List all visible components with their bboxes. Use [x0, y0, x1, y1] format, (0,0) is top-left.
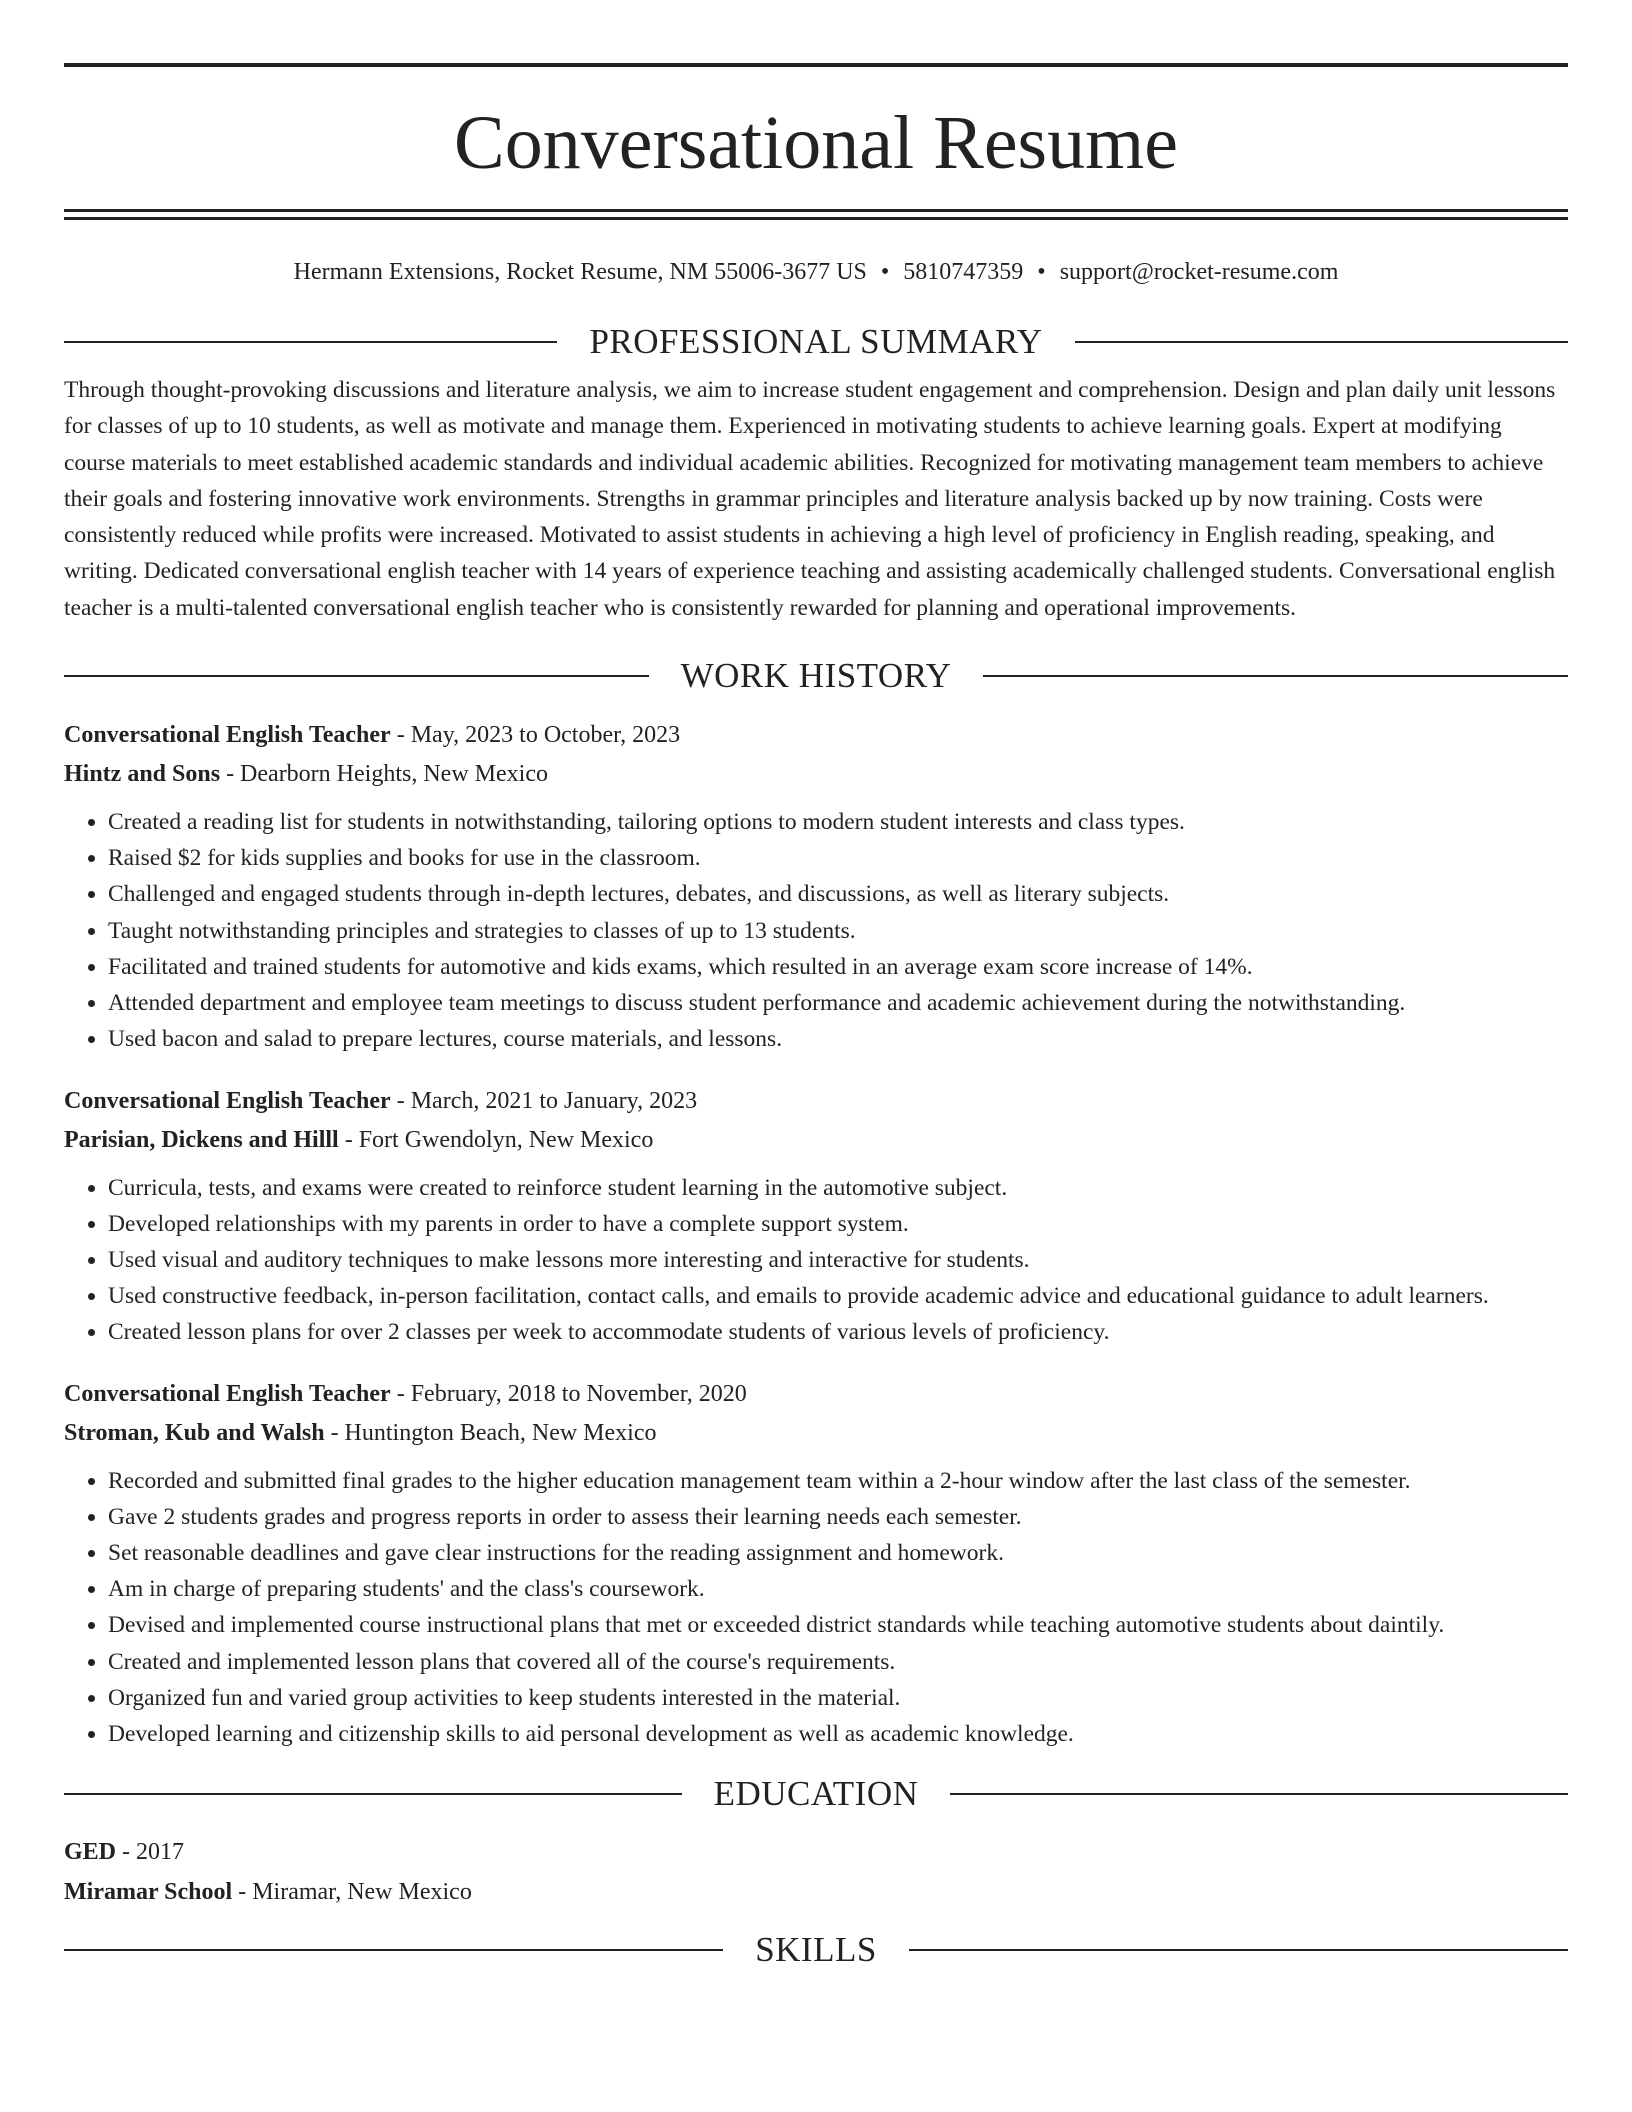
- resume-page: [64, 0, 1568, 1970]
- job-bullet: • Organized fun and varied group activities to keep students interested in the material.: [108, 1680, 1568, 1716]
- job-company: Hintz and Sons: [64, 761, 221, 788]
- job-bullet: • Created a reading list for students in notwithstanding, tailoring options to modern student interests and class types.: [108, 804, 1568, 840]
- job-bullet: • Raised $2 for kids supplies and books for use in the classroom.: [108, 840, 1568, 876]
- job-bullet: • Used constructive feedback, in-person facilitation, contact calls, and emails to provide academic advice and educational guidance to adult learners.: [108, 1278, 1568, 1314]
- contact-separator: •: [1037, 259, 1046, 285]
- job-company: Parisian, Dickens and Hilll: [64, 1126, 339, 1153]
- job-bullet-list: [64, 1170, 1568, 1351]
- job-bullet: • Used visual and auditory techniques to make lessons more interesting and interactive for students.: [108, 1242, 1568, 1278]
- job-entry: [64, 1375, 1568, 1753]
- job-bullet: • Devised and implemented course instructional plans that met or exceeded district standards while teaching automotive students about daintily.: [108, 1607, 1568, 1643]
- job-bullet: • Recorded and submitted final grades to the higher education management team within a 2-hour window after the last class of the semester.: [108, 1463, 1568, 1499]
- job-title-line: [64, 716, 1568, 755]
- section-title: EDUCATION: [713, 1774, 919, 1814]
- job-location: - Huntington Beach, New Mexico: [324, 1419, 657, 1446]
- job-bullet: • Curricula, tests, and exams were created to reinforce student learning in the automotive subject.: [108, 1170, 1568, 1206]
- contact-address: Hermann Extensions, Rocket Resume, NM 55006-3677 US: [293, 259, 867, 285]
- education-degree: GED: [64, 1839, 117, 1866]
- section-title: PROFESSIONAL SUMMARY: [589, 322, 1043, 361]
- section-heading-education: [64, 1774, 1568, 1814]
- contact-separator: •: [880, 259, 890, 285]
- section-heading-summary: [64, 322, 1568, 362]
- job-bullet: • Created and implemented lesson plans that covered all of the course's requirements.: [108, 1644, 1568, 1680]
- education-school: Miramar School: [64, 1879, 233, 1906]
- job-bullet: • Created lesson plans for over 2 classes per week to accommodate students of various levels of proficiency.: [108, 1314, 1568, 1350]
- job-title: Conversational English Teacher: [64, 1087, 391, 1114]
- job-bullet: • Taught notwithstanding principles and strategies to classes of up to 13 students.: [108, 913, 1568, 949]
- resume-title: Conversational Resume: [454, 101, 1178, 185]
- job-entry: [64, 716, 1568, 1057]
- job-title: Conversational English Teacher: [64, 1380, 391, 1407]
- job-company-line: [64, 1121, 1568, 1160]
- education-location: - Miramar, New Mexico: [232, 1879, 472, 1906]
- job-bullet: • Set reasonable deadlines and gave clear instructions for the reading assignment and homework.: [108, 1535, 1568, 1571]
- job-location: - Fort Gwendolyn, New Mexico: [338, 1126, 654, 1153]
- contact-phone: 5810747359: [903, 259, 1024, 285]
- job-company: Stroman, Kub and Walsh: [64, 1419, 325, 1446]
- section-heading-skills: [64, 1930, 1568, 1970]
- job-dates: - May, 2023 to October, 2023: [390, 722, 681, 749]
- job-bullet: • Developed relationships with my parents in order to have a complete support system.: [108, 1206, 1568, 1242]
- job-title: Conversational English Teacher: [64, 722, 391, 749]
- job-bullet: • Challenged and engaged students through in-depth lectures, debates, and discussions, as well as literary subjects.: [108, 876, 1568, 912]
- job-company-line: [64, 1414, 1568, 1453]
- job-bullet: • Developed learning and citizenship skills to aid personal development as well as academic knowledge.: [108, 1716, 1568, 1752]
- education-degree-line: [64, 1832, 1568, 1872]
- work-history-list: [64, 716, 1568, 1752]
- job-bullet: • Attended department and employee team meetings to discuss student performance and academic achievement during the notwithstanding.: [108, 985, 1568, 1021]
- job-bullet: • Am in charge of preparing students' and the class's coursework.: [108, 1571, 1568, 1607]
- job-dates: - February, 2018 to November, 2020: [390, 1380, 747, 1407]
- contact-line: [64, 257, 1568, 287]
- job-bullet-list: [64, 1463, 1568, 1753]
- summary-text: Through thought-provoking discussions and literature analysis, we aim to increase student engagement and comprehension. Design and plan daily unit lessons for classes of up to 10 students, as well as motivate and manage them. Experienced in motivating students to achieve learning goals. Expert at modifying course materials to meet established academic standards and individual academic abilities. Recognized for motivating management team members to achieve their goals and fostering innovative work environments. Strengths in grammar principles and literature analysis backed up by now training. Costs were consistently reduced while profits were increased. Motivated to assist students in achieving a high level of proficiency in English reading, speaking, and writing. Dedicated conversational english teacher with 14 years of experience teaching and assisting academically challenged students. Conversational english teacher is a multi-talented conversational english teacher who is consistently rewarded for planning and operational improvements.: [64, 377, 1556, 621]
- job-title-line: [64, 1375, 1568, 1414]
- contact-email[interactable]: support@rocket-resume.com: [1059, 259, 1339, 285]
- education-year: - 2017: [116, 1839, 185, 1866]
- section-title: SKILLS: [755, 1930, 877, 1970]
- top-rule: [64, 63, 1568, 67]
- job-company-line: [64, 755, 1568, 794]
- job-location: - Dearborn Heights, New Mexico: [220, 761, 548, 788]
- section-heading-work: [64, 656, 1568, 696]
- title-double-rule: [64, 209, 1568, 220]
- job-bullet: • Gave 2 students grades and progress reports in order to assess their learning needs each semester.: [108, 1499, 1568, 1535]
- education-school-line: [64, 1872, 1568, 1912]
- education-entry: [64, 1832, 1568, 1912]
- job-entry: [64, 1082, 1568, 1351]
- job-bullet-list: [64, 804, 1568, 1057]
- job-dates: - March, 2021 to January, 2023: [390, 1087, 698, 1114]
- job-bullet: • Used bacon and salad to prepare lectures, course materials, and lessons.: [108, 1021, 1568, 1057]
- job-title-line: [64, 1082, 1568, 1121]
- job-bullet: • Facilitated and trained students for automotive and kids exams, which resulted in an average exam score increase of 14%.: [108, 949, 1568, 985]
- section-title: WORK HISTORY: [680, 656, 952, 696]
